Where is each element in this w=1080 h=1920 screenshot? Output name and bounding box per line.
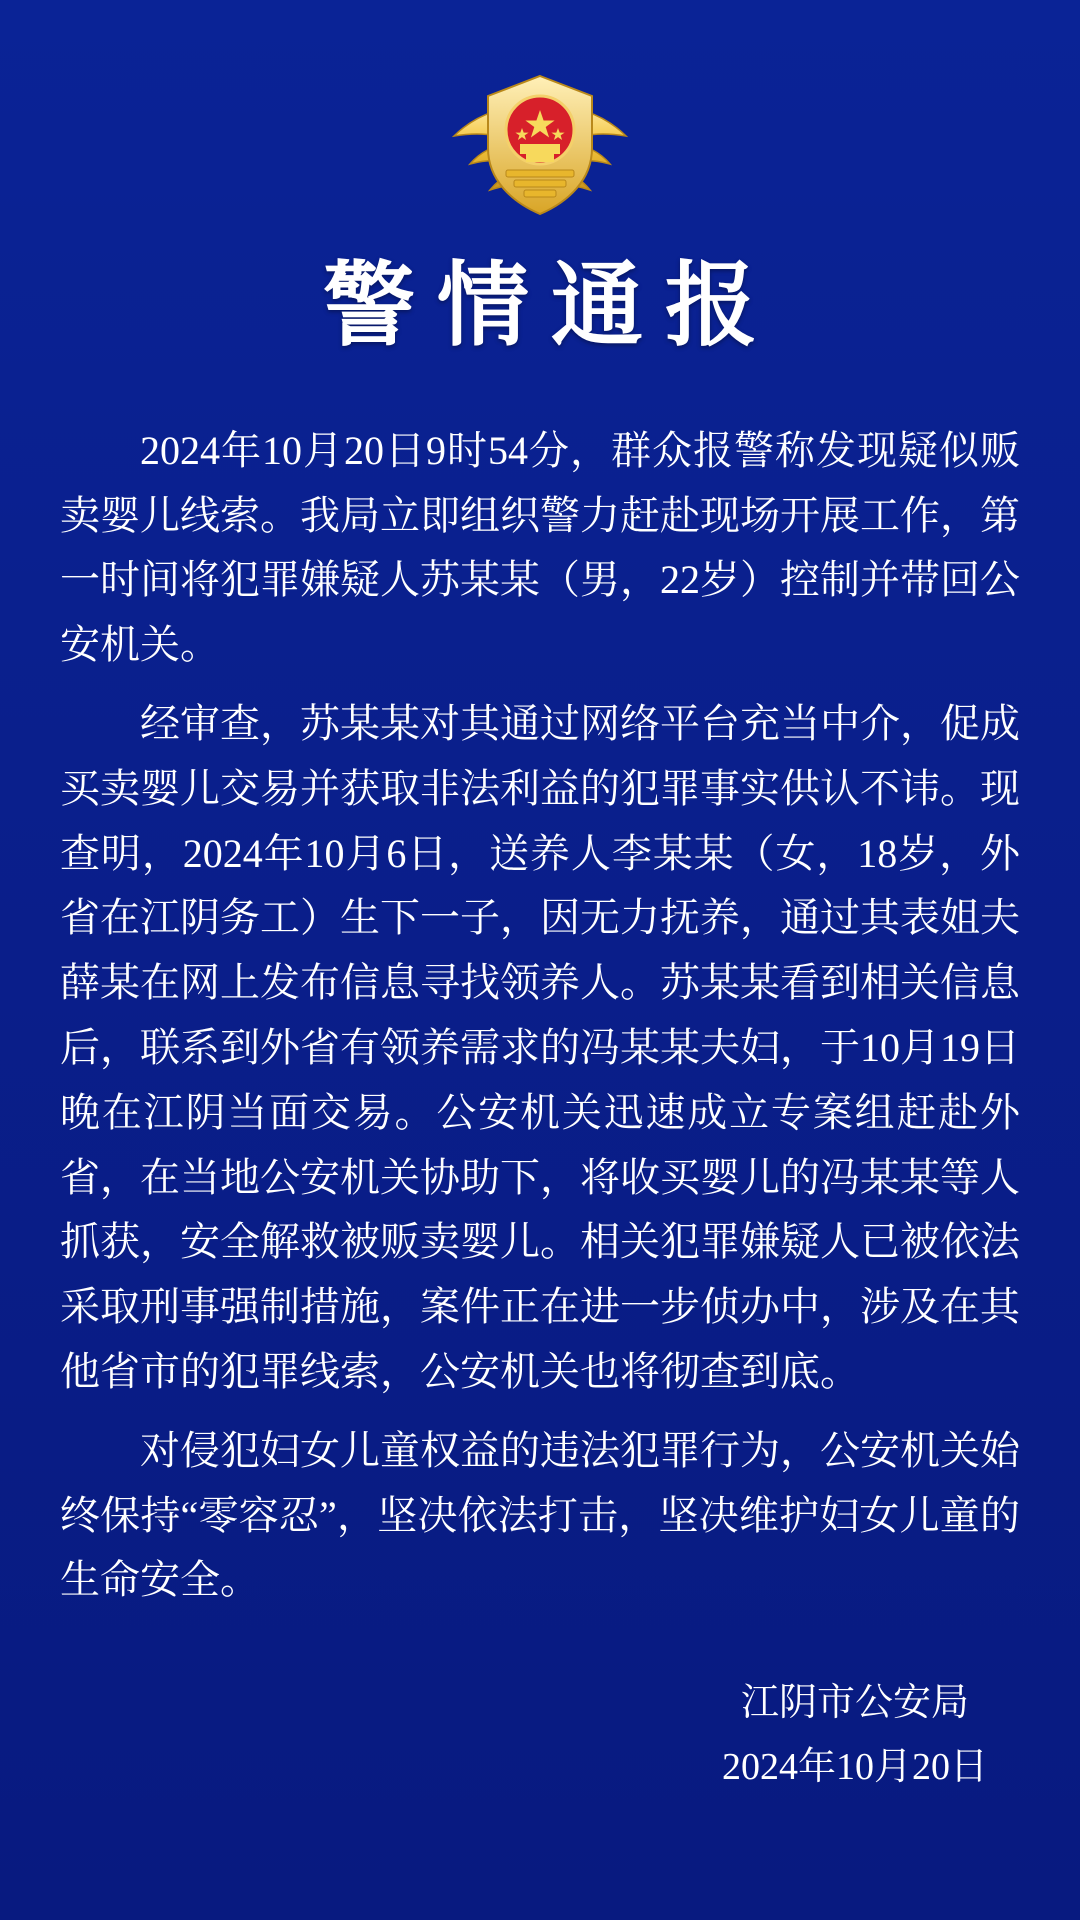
paragraph-1: 2024年10月20日9时54分，群众报警称发现疑似贩卖婴儿线索。我局立即组织警力赶赴现场开展工作，第一时间将犯罪嫌疑人苏某某（男，22岁）控制并带回公安机关。 bbox=[60, 427, 1020, 668]
paragraph-2: 经审查，苏某某对其通过网络平台充当中介，促成买卖婴儿交易并获取非法利益的犯罪事实供认不讳。现查明，2024年10月6日，送养人李某某（女，18岁，外省在江阴务工）生下一子，因无力抚养，通过其表姐夫薛某在网上发布信息寻找领养人。苏某某看到相关信息后，联系到外省有领养需求的冯某某夫妇，于10月19日晚在江阴当面交易。公安机关迅速成立专案组赶赴外省，在当地公安机关协助下，将收买婴儿的冯某某等人抓获，安全解救被贩卖婴儿。相关犯罪嫌疑人已被依法采取刑事强制措施，案件正在进一步侦办中，涉及在其他省市的犯罪线索，公安机关也将彻查到底。 bbox=[60, 701, 1020, 1394]
issuing-authority: 江阴市公安局 bbox=[740, 1681, 969, 1724]
china-police-badge-icon bbox=[440, 62, 640, 234]
signature-block bbox=[722, 1671, 988, 1800]
page-title: 警情通报 bbox=[322, 255, 779, 357]
paragraph-3: 对侵犯妇女儿童权益的违法犯罪行为，公安机关始终保持“零容忍”，坚决依法打击，坚决维护妇女儿童的生命安全。 bbox=[60, 1427, 1020, 1603]
notice-body bbox=[52, 419, 1028, 1613]
issue-date: 2024年10月20日 bbox=[721, 1746, 988, 1789]
emblem-container bbox=[52, 0, 1028, 234]
